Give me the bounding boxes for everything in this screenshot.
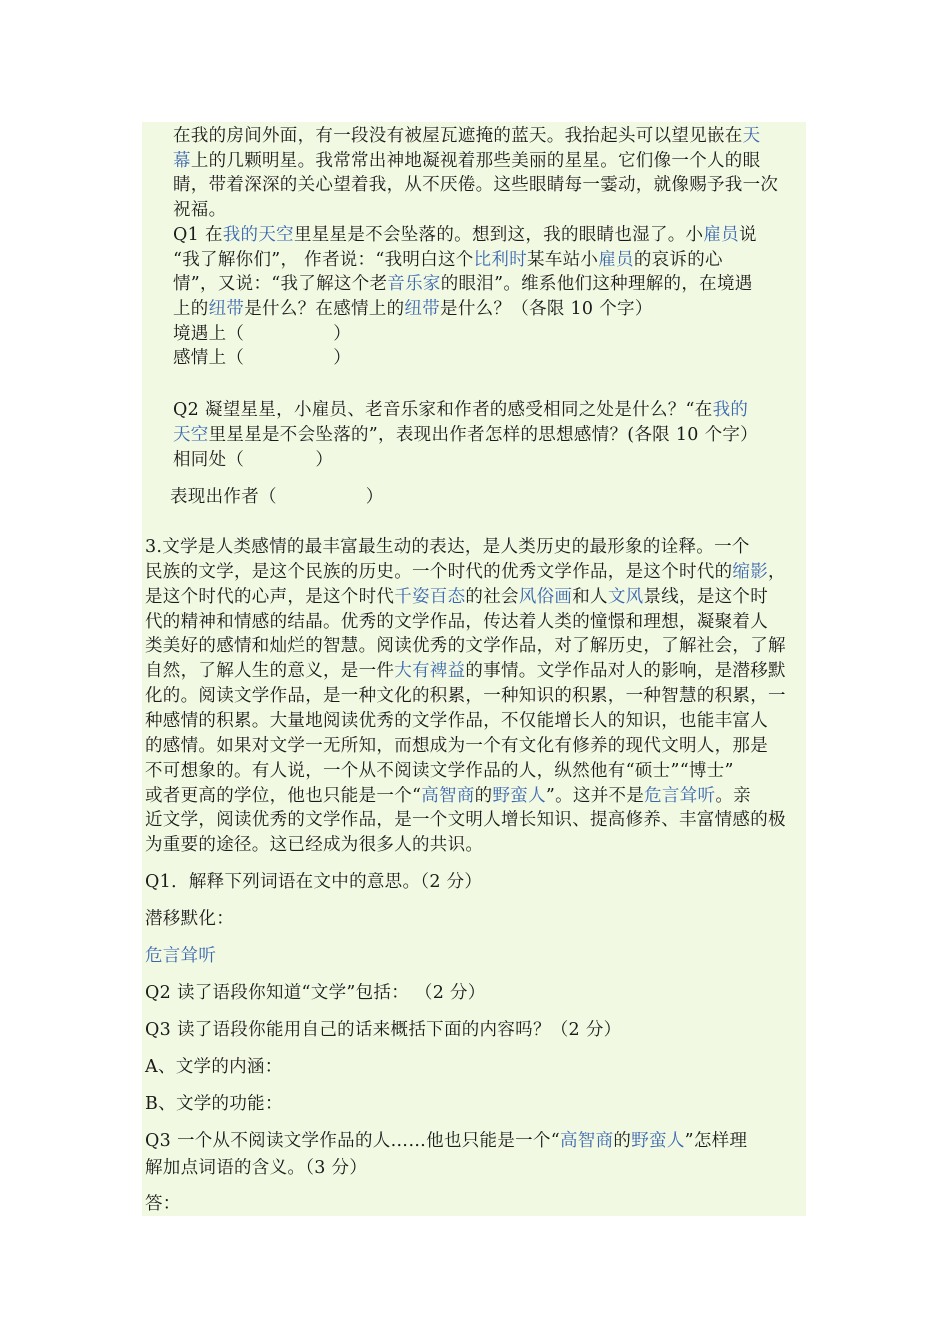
text-segment: Q3 读了语段你能用自己的话来概括下面的内容吗？（2 分） <box>145 1020 622 1040</box>
text-line <box>145 585 768 609</box>
text-line <box>173 448 333 472</box>
text-line <box>145 759 734 783</box>
text-segment: 和人 <box>572 586 608 607</box>
text-line <box>145 709 768 733</box>
text-line <box>173 223 757 247</box>
text-segment: Q2 读了语段你知道“文学”包括： （2 分） <box>145 983 486 1003</box>
text-segment: 感情上（ ） <box>173 348 351 369</box>
hyperlink[interactable]: 高智商 <box>421 785 475 806</box>
text-segment: 的哀诉的心 <box>633 249 723 270</box>
text-line <box>173 423 758 447</box>
text-segment: 近文学，阅读优秀的文学作品，是一个文明人增长知识、提高修养、丰富情感的极 <box>145 810 786 831</box>
text-segment: ”怎样理 <box>684 1131 748 1151</box>
text-line <box>145 944 216 968</box>
text-segment: 表现出作者（ ） <box>170 487 384 507</box>
hyperlink[interactable]: 我的天空 <box>222 224 294 245</box>
hyperlink[interactable]: 雇员 <box>598 249 634 270</box>
text-segment: 为重要的途径。这已经成为很多人的共识。 <box>145 835 484 856</box>
text-segment: 民族的文学，是这个民族的历史。一个时代的优秀文学作品，是这个时代的 <box>145 561 733 582</box>
text-line <box>173 198 226 222</box>
text-line <box>170 485 384 509</box>
hyperlink[interactable]: 野蛮人 <box>492 785 546 806</box>
hyperlink[interactable]: 纽带 <box>208 298 245 319</box>
text-segment: 的社会 <box>465 586 519 607</box>
text-segment: 解加点词语的含义。（3 分） <box>145 1157 368 1178</box>
text-line <box>173 322 351 346</box>
text-segment: Q2 凝望星星，小雇员、老音乐家和作者的感受相同之处是什么？“在 <box>173 400 713 420</box>
text-line <box>145 684 786 708</box>
hyperlink[interactable]: 高智商 <box>560 1131 614 1151</box>
text-segment: 自然，了解人生的意义，是一件 <box>145 661 395 682</box>
text-line <box>145 610 768 634</box>
text-line <box>145 1192 181 1216</box>
text-segment: B、文学的功能： <box>145 1094 283 1114</box>
text-line <box>173 398 748 422</box>
text-segment: 某车站小 <box>527 249 599 270</box>
hyperlink[interactable]: 千姿百态 <box>394 586 466 607</box>
text-segment: 祝福。 <box>173 200 227 221</box>
hyperlink[interactable]: 文风 <box>607 586 644 607</box>
text-line <box>145 560 786 584</box>
text-segment: 的 <box>613 1131 632 1151</box>
text-segment: 里星星是不会坠落的”，表现出作者怎样的思想感情？(各限 10 个字） <box>208 425 758 445</box>
text-line <box>145 634 786 658</box>
text-segment: 答： <box>145 1194 181 1214</box>
text-line <box>145 734 768 758</box>
text-segment: 是什么？在感情上的 <box>244 298 405 319</box>
hyperlink[interactable]: 雇员 <box>703 224 739 245</box>
text-segment: 的 <box>474 785 493 806</box>
hyperlink[interactable]: 纽带 <box>404 298 441 319</box>
text-segment: 代的精神和情感的结晶。优秀的文学作品，传达着人类的憧憬和理想，凝聚着人 <box>145 611 768 632</box>
text-segment: Q1 在 <box>173 224 223 245</box>
text-segment: “我了解你们”， 作者说：“我明白这个 <box>173 249 474 270</box>
text-line <box>145 833 483 857</box>
hyperlink[interactable]: 幕 <box>173 150 191 171</box>
hyperlink[interactable]: 野蛮人 <box>631 1131 685 1151</box>
hyperlink[interactable]: 天 <box>742 126 761 146</box>
hyperlink[interactable]: 危言耸听 <box>644 785 716 806</box>
text-segment: 情”，又说：“我了解这个老 <box>173 274 388 295</box>
text-segment: Q1．解释下列词语在文中的意思。（2 分） <box>145 872 483 892</box>
text-line <box>145 784 751 808</box>
text-segment: 是什么？（各限 10 个字） <box>440 298 653 319</box>
text-segment: 的眼泪”。维系他们这种理解的，在境遇 <box>440 274 753 295</box>
text-segment: 在我的房间外面，有一段没有被屋瓦遮掩的蓝天。我抬起头可以望见嵌在 <box>173 126 743 146</box>
text-line <box>145 1092 283 1116</box>
text-segment: ， <box>768 561 786 582</box>
text-segment: ”。这并不是 <box>545 785 645 806</box>
text-line <box>145 870 482 894</box>
text-line <box>173 297 653 321</box>
text-segment: 不可想象的。有人说，一个从不阅读文学作品的人，纵然他有“硕士”“博士” <box>145 760 734 781</box>
text-line <box>145 535 750 559</box>
hyperlink[interactable]: 比利时 <box>473 249 528 270</box>
text-segment: 种感情的积累。大量地阅读优秀的文学作品，不仅能增长人的知识，也能丰富人 <box>145 710 768 731</box>
text-segment: 是这个时代的心声，是这个时代 <box>145 586 395 607</box>
hyperlink[interactable]: 音乐家 <box>387 274 441 295</box>
text-segment: 类美好的感情和灿烂的智慧。阅读优秀的文学作品，对了解历史，了解社会，了解 <box>145 636 786 657</box>
text-line <box>173 149 760 173</box>
text-line <box>173 124 760 148</box>
text-segment: 的感情。如果对文学一无所知，而想成为一个有文化有修养的现代文明人，那是 <box>145 735 768 756</box>
hyperlink[interactable]: 风俗画 <box>518 586 573 607</box>
text-segment: 上的 <box>173 298 209 319</box>
text-segment: 里星星是不会坠落的。想到这，我的眼睛也湿了。小 <box>293 224 704 245</box>
text-line <box>145 659 786 683</box>
text-segment: 上的几颗明星。我常常出神地凝视着那些美丽的星星。它们像一个人的眼 <box>190 150 761 171</box>
text-line <box>173 173 778 197</box>
text-segment: 或者更高的学位，他也只能是一个“ <box>145 785 422 806</box>
text-line <box>145 1055 283 1079</box>
hyperlink[interactable]: 大有裨益 <box>394 661 466 682</box>
text-line <box>145 1156 367 1180</box>
text-segment: 景线，是这个时 <box>643 586 769 607</box>
hyperlink[interactable]: 危言耸听 <box>145 946 217 966</box>
text-segment: Q3 一个从不阅读文学作品的人……他也只能是一个“ <box>145 1131 560 1151</box>
text-segment: 3.文学是人类感情的最丰富最生动的表达，是人类历史的最形象的诠释。一个 <box>145 537 750 557</box>
text-segment: 的事情。文学作品对人的影响，是潜移默 <box>465 661 786 682</box>
text-line <box>173 248 723 272</box>
text-segment: 相同处（ ） <box>173 450 334 470</box>
text-segment: 境遇上（ ） <box>173 323 351 344</box>
text-segment: A、文学的内涵： <box>145 1057 283 1077</box>
text-segment: 。亲 <box>715 785 751 806</box>
text-segment: 睛，带着深深的关心望着我，从不厌倦。这些眼睛每一霎动，就像赐予我一次 <box>173 175 779 196</box>
text-segment: 说 <box>738 224 757 245</box>
text-segment: 化的。阅读文学作品，是一种文化的积累，一种知识的积累，一种智慧的积累，一 <box>145 686 786 707</box>
text-line <box>173 346 351 370</box>
text-line <box>145 808 786 832</box>
text-line <box>145 907 234 931</box>
hyperlink[interactable]: 我的 <box>712 400 749 420</box>
hyperlink[interactable]: 天空 <box>173 425 209 445</box>
text-line <box>145 981 486 1005</box>
hyperlink[interactable]: 缩影 <box>732 561 769 582</box>
text-line <box>173 272 753 296</box>
text-line <box>145 1129 747 1153</box>
text-segment: 潜移默化： <box>145 909 234 929</box>
text-line <box>145 1018 621 1042</box>
